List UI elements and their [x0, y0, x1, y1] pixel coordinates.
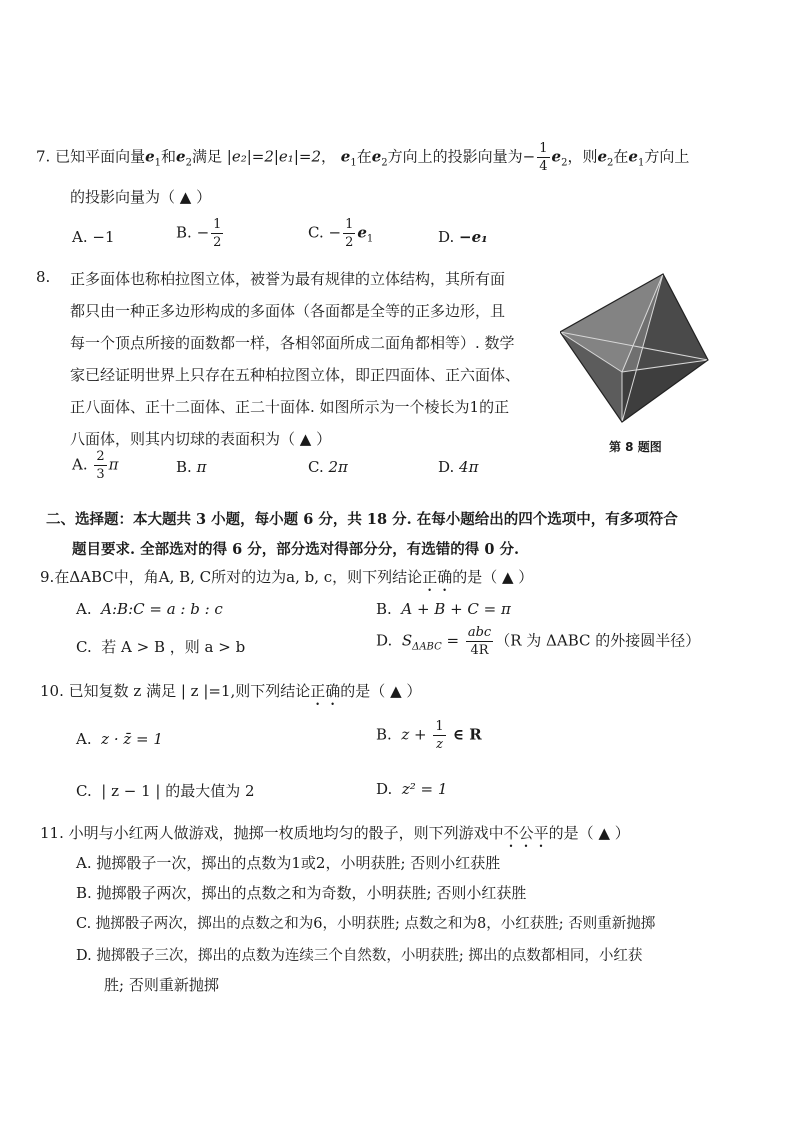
q8-line-1: 正多面体也称柏拉图立体，被誉为最有规律的立体结构，其所有面 [70, 270, 506, 288]
q7-line1: 7. 已知平面向量$e_1$和$e_2$满足 |e₂|=2|e₁|=2， $e_1$在$e_2$方向上的投影向量为− $\frac{1}{4}$ $e_2$，则$e_2$在$e_1$方向上 [36, 141, 690, 174]
q9-option-d: D. $S_{\Delta ABC}$ = $\frac{\text{abc}}{4R}$ （R 为 ΔABC 的外接圆半径） [376, 625, 701, 658]
q8-option-d: 4π [459, 458, 479, 476]
q8-option-b: π [196, 458, 207, 476]
q10-option-b: B. z + $\frac{1}{z}$ ∈ R [376, 719, 482, 752]
q10-stem: 10. 已知复数 z 满足 | z |=1,则下列结论正确的是（ ▲ ） [40, 682, 422, 700]
q7-line2: 的投影向量为（ ▲ ） [70, 188, 212, 206]
q11-option-a: A. 抛掷骰子一次，掷出的点数为1或2，小明获胜; 否则小红获胜 [76, 854, 501, 872]
q11-option-d-line2: 胜; 否则重新抛掷 [104, 976, 219, 994]
q8-line-3: 每一个顶点所接的面数都一样，各相邻面所成二面角都相等）. 数学 [70, 334, 515, 352]
q8-options: A. $\frac{2}{3}$ π B. π C. 2π D. 4π [72, 449, 479, 482]
octahedron-figure [560, 272, 710, 424]
q8-line-5: 正八面体、正十二面体、正二十面体. 如图所示为一个棱长为1的正 [70, 398, 510, 416]
q8-number: 8. [36, 268, 51, 286]
q11-option-c: C. 抛掷骰子两次，掷出的点数之和为6，小明获胜; 点数之和为8，小红获胜; 否则重新抛掷 [76, 916, 656, 932]
q7-fraction: $\frac{1}{4}$ [539, 141, 548, 174]
q11-option-b: B. 抛掷骰子两次，掷出的点数之和为奇数，小明获胜; 否则小红获胜 [76, 884, 527, 902]
q7-condition: |e₂|=2|e₁|=2 [226, 147, 321, 166]
q8-line-4: 家已经证明世界上只存在五种柏拉图立体，即正四面体、正六面体、 [70, 366, 521, 384]
figure-caption: 第 8 题图 [609, 440, 662, 454]
q10-option-a: A. z · z̄ = 1 [76, 730, 163, 748]
q10-option-c: C. | z − 1 | 的最大值为 2 [76, 782, 255, 800]
q7-option-c: $\frac{1}{2}$ [345, 217, 354, 250]
q8-line-2: 都只由一种正多边形构成的多面体（各面都是全等的正多边形，且 [70, 302, 506, 320]
q7-option-a: −1 [92, 228, 115, 246]
q7-option-b: $\frac{1}{2}$ [213, 217, 222, 250]
q8-line-6: 八面体，则其内切球的表面积为（ ▲ ） [70, 430, 332, 448]
q8-option-a: $\frac{2}{3}$ [96, 449, 105, 482]
q9-stem: 9.在ΔABC中，角A, B, C所对的边为a, b, c，则下列结论正确的是（ ▲ ） [40, 568, 534, 586]
q9-option-a: A. A:B:C = a : b : c [76, 600, 223, 618]
section2-heading-line2: 题目要求. 全部选对的得 6 分，部分选对得部分分，有选错的得 0 分. [72, 541, 520, 558]
section2-heading-line1: 二、选择题：本大题共 3 小题，每小题 6 分，共 18 分. 在每小题给出的四个选项中，有多项符合 [46, 511, 678, 528]
q8-option-c: 2π [328, 458, 348, 476]
exam-page: 7. 已知平面向量$e_1$和$e_2$满足 |e₂|=2|e₁|=2， $e_1$在$e_2$方向上的投影向量为− $\frac{1}{4}$ $e_2$，则$e_2$在$e_1$方向上 的投影向量为（ ▲ ） A. −1 B. − $\frac{1}{2}$ C. − $\frac{1}{2}$ $e_1$ D. −e₁ 8. 正多面体也称柏拉图立体，被誉为最有规律的立体结构，其所有面 都只由一种正多边形构成的多面体（各面都是全等的正多边形，且 每一个顶点所接的面数都一样，各相邻面所成二面角都相等）. 数学 家已经证明世界上只存在五种柏拉图立体，即正四面体、正六面体、 正八面体、正十二面体、正二十面体. 如图所示为一个棱长为1的正 八面体，则其内切球的表面积为（ ▲ ） 第 8 题图 A. $\frac{2}{3}$ π B. π C. 2π D. 4π 二、选择题：本大题共 3 小题，每小题 6 分，共 18 分. 在每小题给出的四个选项中，有多项符合 题目要求. 全部选对的得 6 分，部分选对得部分分，有选错的得 0 分. 9.在ΔABC中，角A, B, C所对的边为a, b, c，则下列结论正确的是（ ▲ ） A. A:B:C = a : b : c B. A + B + C = π C. 若 A > B ，则 a > b D. $S_{\Delta ABC}$ = $\frac{\text{abc}}{4R}$ （R 为 ΔABC 的外接圆半径） 10. 已知复数 z 满足 | z |=1,则下列结论正确的是（ ▲ ） A. z · z̄ = 1 B. z + $\frac{1}{z}$ ∈ R C. | z − 1 | 的最大值为 2 D. z² = 1 11. 小明与小红两人做游戏，抛掷一枚质地均匀的骰子，则下列游戏中不公平的是（ ▲ ） A. 抛掷骰子一次，掷出的点数为1或2，小明获胜; 否则小红获胜 B. 抛掷骰子两次，掷出的点数之和为奇数，小明获胜; 否则小红获胜 C. 抛掷骰子两次，掷出的点数之和为6，小明获胜; 点数之和为8，小红获胜; 否则重新抛掷 D. 抛掷骰子三次，掷出的点数为连续三个自然数，小明获胜; 掷出的点数都相同，小红获 胜; 否则重新抛掷 [0, 0, 794, 1124]
q11-option-d-line1: D. 抛掷骰子三次，掷出的点数为连续三个自然数，小明获胜; 掷出的点数都相同，小红获 [76, 948, 643, 964]
q7-option-d: −e₁ [459, 228, 488, 246]
q9-option-c: C. 若 A > B ，则 a > b [76, 638, 246, 656]
q9-option-b: B. A + B + C = π [376, 600, 511, 618]
q7-number: 7. [36, 147, 51, 166]
q11-stem: 11. 小明与小红两人做游戏，抛掷一枚质地均匀的骰子，则下列游戏中不公平的是（ ▲ ） [40, 824, 630, 842]
q10-option-d: D. z² = 1 [376, 780, 448, 798]
